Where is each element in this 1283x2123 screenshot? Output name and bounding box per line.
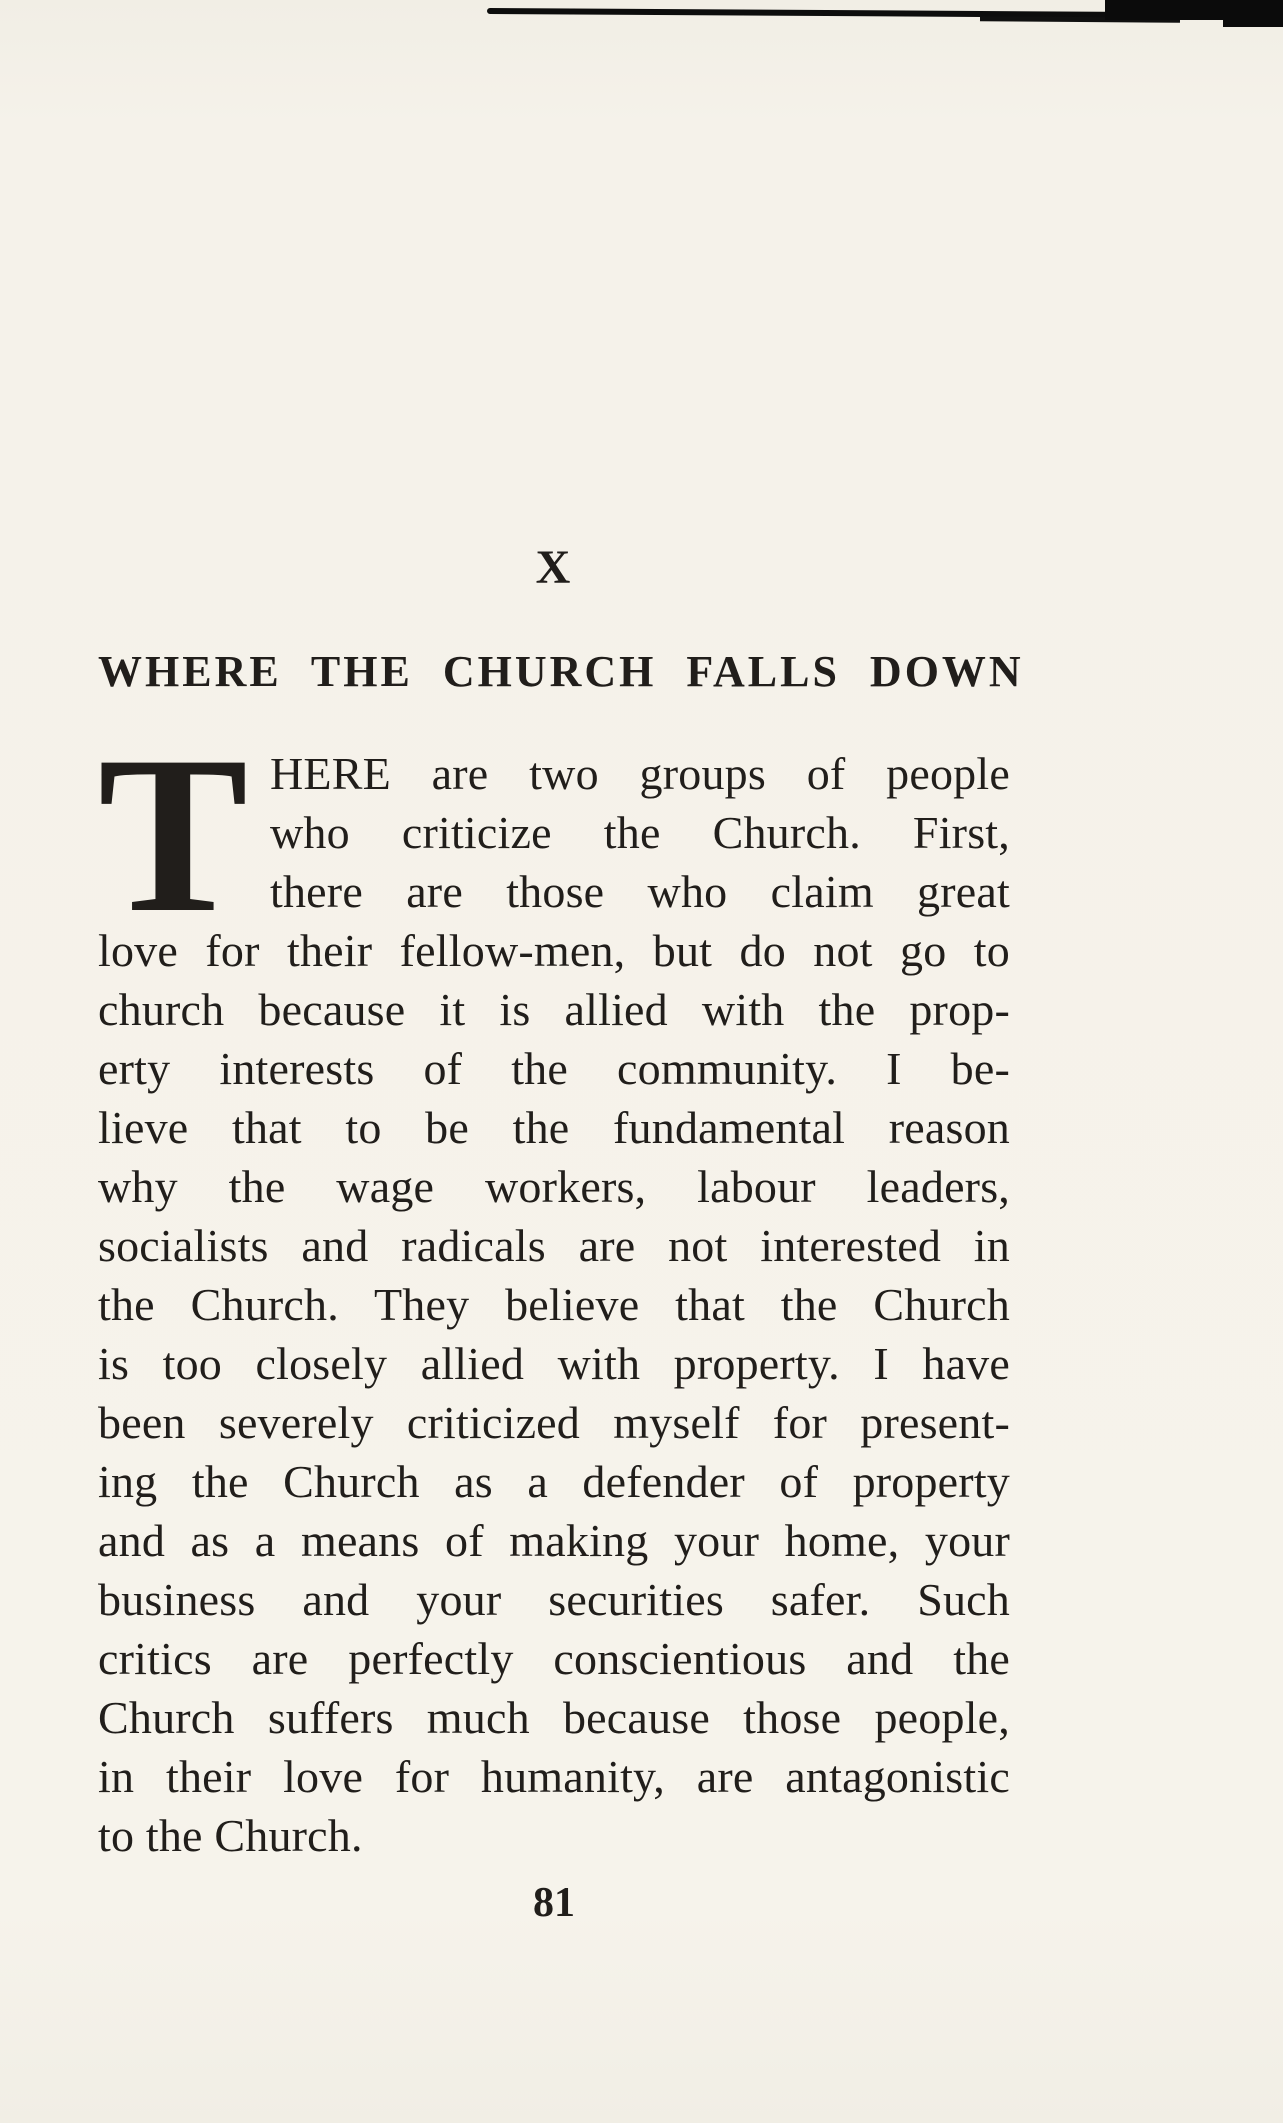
book-page-content [98, 540, 1024, 1927]
scan-artifact-corner [1223, 0, 1283, 27]
text-line: critics are perfectly conscientious and the [98, 1633, 1010, 1684]
text-line: in their love for humanity, are antagonistic [98, 1751, 1010, 1802]
text-line: HERE are two groups of people [270, 748, 1010, 799]
text-line: ing the Church as a defender of property [98, 1456, 1010, 1507]
text-line: been severely criticized myself for present- [98, 1397, 1010, 1448]
text-line: why the wage workers, labour leaders, [98, 1161, 1010, 1212]
drop-cap: T [98, 709, 249, 959]
text-line: lieve that to be the fundamental reason [98, 1102, 1010, 1153]
text-line: erty interests of the community. I be- [98, 1043, 1010, 1094]
text-line: who criticize the Church. First, [270, 807, 1010, 858]
text-line: love for their fellow-men, but do not go to [98, 925, 1010, 976]
body-paragraph [98, 709, 1010, 1865]
text-line: is too closely allied with property. I have [98, 1338, 1010, 1389]
page-number: 81 [533, 1880, 575, 1926]
text-line: church because it is allied with the prop- [98, 984, 1010, 1035]
text-line: business and your securities safer. Such [98, 1574, 1010, 1625]
chapter-title: WHERE THE CHURCH FALLS DOWN [98, 647, 1024, 696]
text-line: socialists and radicals are not interested in [98, 1220, 1010, 1271]
text-line: to the Church. [98, 1810, 363, 1861]
text-line: the Church. They believe that the Church [98, 1279, 1010, 1330]
text-line: there are those who claim great [270, 866, 1010, 917]
chapter-number: X [535, 541, 573, 594]
text-line: Church suffers much because those people, [98, 1692, 1010, 1743]
text-line: and as a means of making your home, your [98, 1515, 1010, 1566]
